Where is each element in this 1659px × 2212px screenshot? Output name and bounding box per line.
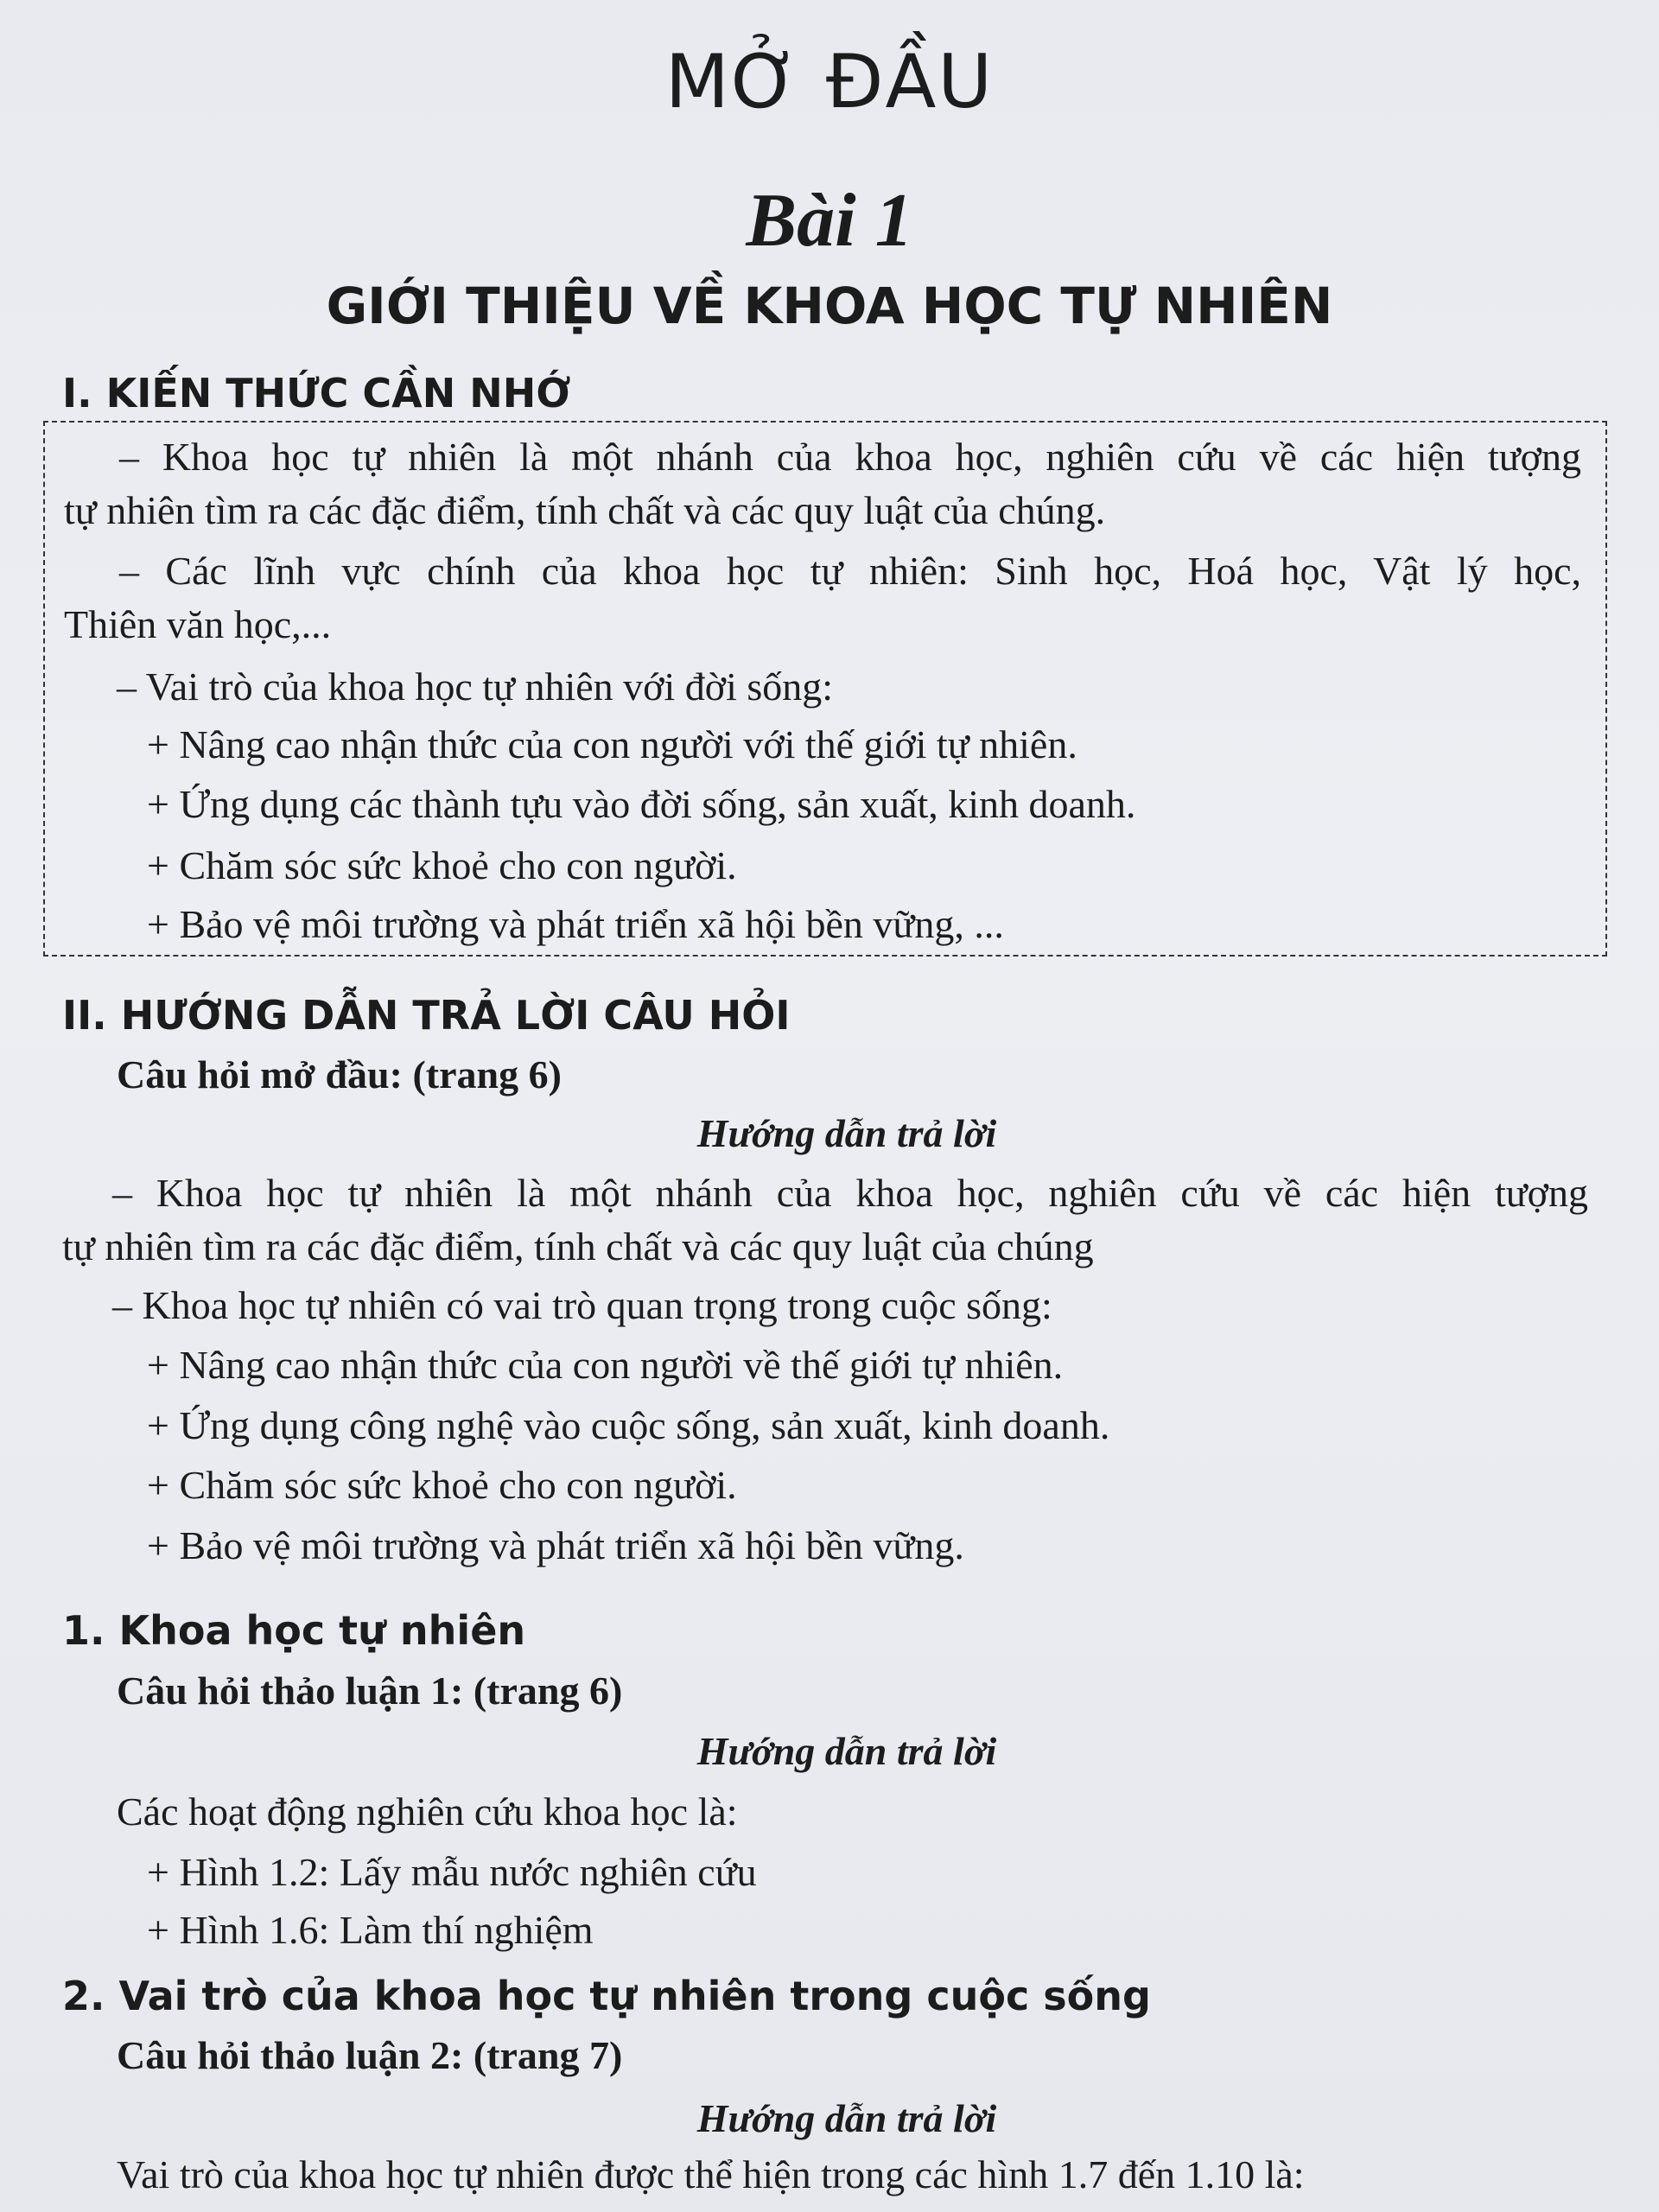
answer-line: + Hình 1.2: Lấy mẫu nước nghiên cứu bbox=[147, 1850, 757, 1894]
summary-line: – Khoa học tự nhiên là một nhánh của khoa học, nghiên cứu về các hiện tượng bbox=[119, 435, 1581, 479]
answer-line: + Hình 1.6: Làm thí nghiệm bbox=[147, 1908, 594, 1952]
guide-label: Hướng dẫn trả lời bbox=[696, 1111, 997, 1155]
chapter-title: MỞ ĐẦU bbox=[664, 39, 995, 125]
answer-line: + Chăm sóc sức khoẻ cho con người. bbox=[147, 1463, 737, 1507]
answer-line: Các hoạt động nghiên cứu khoa học là: bbox=[117, 1789, 738, 1834]
summary-line: tự nhiên tìm ra các đặc điểm, tính chất và các quy luật của chúng. bbox=[64, 488, 1106, 532]
summary-line: – Các lĩnh vực chính của khoa học tự nhiên: Sinh học, Hoá học, Vật lý học, bbox=[119, 549, 1581, 593]
part2-heading: 2. Vai trò của khoa học tự nhiên trong cuộc sống bbox=[62, 1973, 1151, 2019]
answer-line: + Bảo vệ môi trường và phát triển xã hội bền vững. bbox=[147, 1523, 964, 1567]
summary-line: – Vai trò của khoa học tự nhiên với đời sống: bbox=[117, 664, 834, 709]
answer-line: – Khoa học tự nhiên có vai trò quan trọng trong cuộc sống: bbox=[112, 1283, 1052, 1327]
answer-line: Vai trò của khoa học tự nhiên được thể hiện trong các hình 1.7 đến 1.10 là: bbox=[117, 2152, 1305, 2196]
answer-line: – Khoa học tự nhiên là một nhánh của khoa học, nghiên cứu về các hiện tượng bbox=[112, 1171, 1588, 1215]
answer-line: tự nhiên tìm ra các đặc điểm, tính chất và các quy luật của chúng bbox=[62, 1224, 1094, 1268]
question1-label: Câu hỏi thảo luận 1: (trang 6) bbox=[117, 1669, 623, 1713]
part1-heading: 1. Khoa học tự nhiên bbox=[62, 1607, 526, 1654]
summary-line: + Chăm sóc sức khoẻ cho con người. bbox=[147, 843, 737, 887]
section1-heading: I. KIẾN THỨC CẦN NHỚ bbox=[62, 370, 571, 416]
question-intro-label: Câu hỏi mở đầu: (trang 6) bbox=[117, 1052, 562, 1096]
lesson-number: Bài 1 bbox=[746, 179, 913, 263]
answer-line: + Ứng dụng công nghệ vào cuộc sống, sản xuất, kinh doanh. bbox=[147, 1403, 1110, 1447]
summary-line: + Nâng cao nhận thức của con người với thế giới tự nhiên. bbox=[147, 722, 1077, 766]
summary-line: Thiên văn học,... bbox=[64, 602, 332, 646]
question2-label: Câu hỏi thảo luận 2: (trang 7) bbox=[117, 2033, 623, 2077]
summary-line: + Ứng dụng các thành tựu vào đời sống, sản xuất, kinh doanh. bbox=[147, 782, 1136, 826]
answer-line: + Nâng cao nhận thức của con người về thế giới tự nhiên. bbox=[147, 1343, 1064, 1387]
guide-label: Hướng dẫn trả lời bbox=[696, 1729, 997, 1773]
summary-line: + Bảo vệ môi trường và phát triển xã hội bền vững, ... bbox=[147, 902, 1004, 946]
lesson-title: GIỚI THIỆU VỀ KHOA HỌC TỰ NHIÊN bbox=[326, 276, 1333, 335]
guide-label: Hướng dẫn trả lời bbox=[696, 2096, 997, 2140]
section2-heading: II. HƯỚNG DẪN TRẢ LỜI CÂU HỎI bbox=[62, 992, 791, 1039]
